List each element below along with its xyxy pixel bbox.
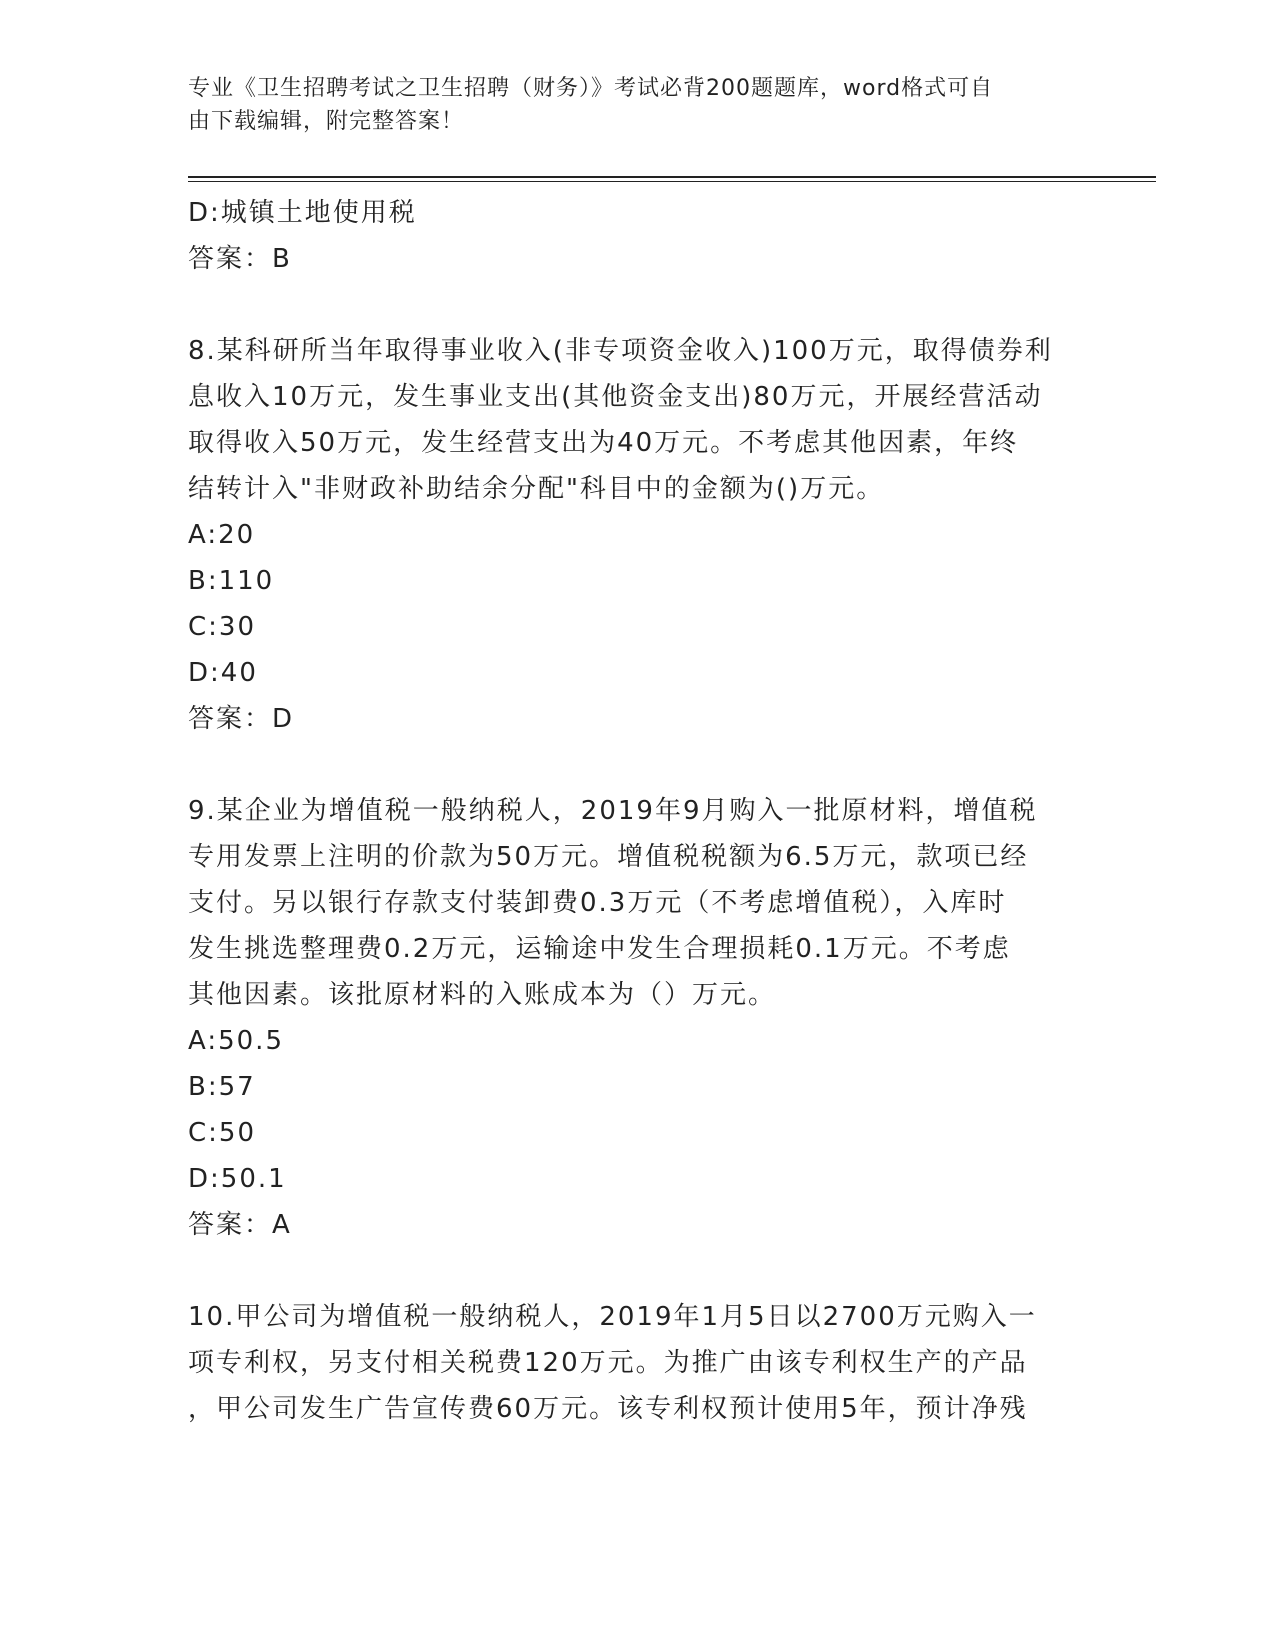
question-text-line: 息收入10万元，发生事业支出(其他资金支出)80万元，开展经营活动 — [188, 382, 1043, 412]
question-text-line: 9.某企业为增值税一般纳税人，2019年9月购入一批原材料，增值税 — [188, 796, 1038, 826]
page-header — [188, 72, 1088, 138]
question-text-line: 项专利权，另支付相关税费120万元。为推广由该专利权生产的产品 — [188, 1348, 1028, 1378]
question-text-line: 发生挑选整理费0.2万元，运输途中发生合理损耗0.1万元。不考虑 — [188, 934, 1011, 964]
question-text-line: 结转计入"非财政补助结余分配"科目中的金额为()万元。 — [188, 474, 885, 504]
question-text-line: 其他因素。该批原材料的入账成本为（）万元。 — [188, 980, 777, 1010]
question-text-line: 8.某科研所当年取得事业收入(非专项资金收入)100万元，取得债券利 — [188, 336, 1053, 366]
option-b: B:110 — [188, 566, 275, 596]
question-10 — [188, 1294, 1088, 1432]
option-d: D:50.1 — [188, 1164, 287, 1194]
question-text-line: 取得收入50万元，发生经营支出为40万元。不考虑其他因素，年终 — [188, 428, 1019, 458]
option-d: D:40 — [188, 658, 258, 688]
question-text-line: 专用发票上注明的价款为50万元。增值税税额为6.5万元，款项已经 — [188, 842, 1029, 872]
option-c: C:30 — [188, 612, 256, 642]
question-text-line: 支付。另以银行存款支付装卸费0.3万元（不考虑增值税），入库时 — [188, 888, 1007, 918]
question-text-line: ，甲公司发生广告宣传费60万元。该专利权预计使用5年，预计净残 — [188, 1394, 1028, 1424]
answer: 答案：B — [188, 244, 292, 274]
answer: 答案：D — [188, 704, 295, 734]
header-line-2: 由下载编辑，附完整答案！ — [188, 109, 465, 134]
option-a: A:20 — [188, 520, 256, 550]
option-b: B:57 — [188, 1072, 256, 1102]
header-divider — [188, 176, 1156, 182]
question-8 — [188, 328, 1088, 742]
question-9 — [188, 788, 1088, 1248]
question-text-line: 10.甲公司为增值税一般纳税人，2019年1月5日以2700万元购入一 — [188, 1302, 1037, 1332]
option-a: A:50.5 — [188, 1026, 284, 1056]
document-body — [188, 190, 1088, 1432]
question-7-tail — [188, 190, 1088, 282]
answer: 答案：A — [188, 1210, 292, 1240]
option-d: D:城镇土地使用税 — [188, 198, 417, 228]
option-c: C:50 — [188, 1118, 256, 1148]
header-line-1: 专业《卫生招聘考试之卫生招聘（财务）》考试必背200题题库，word格式可自 — [188, 76, 994, 101]
